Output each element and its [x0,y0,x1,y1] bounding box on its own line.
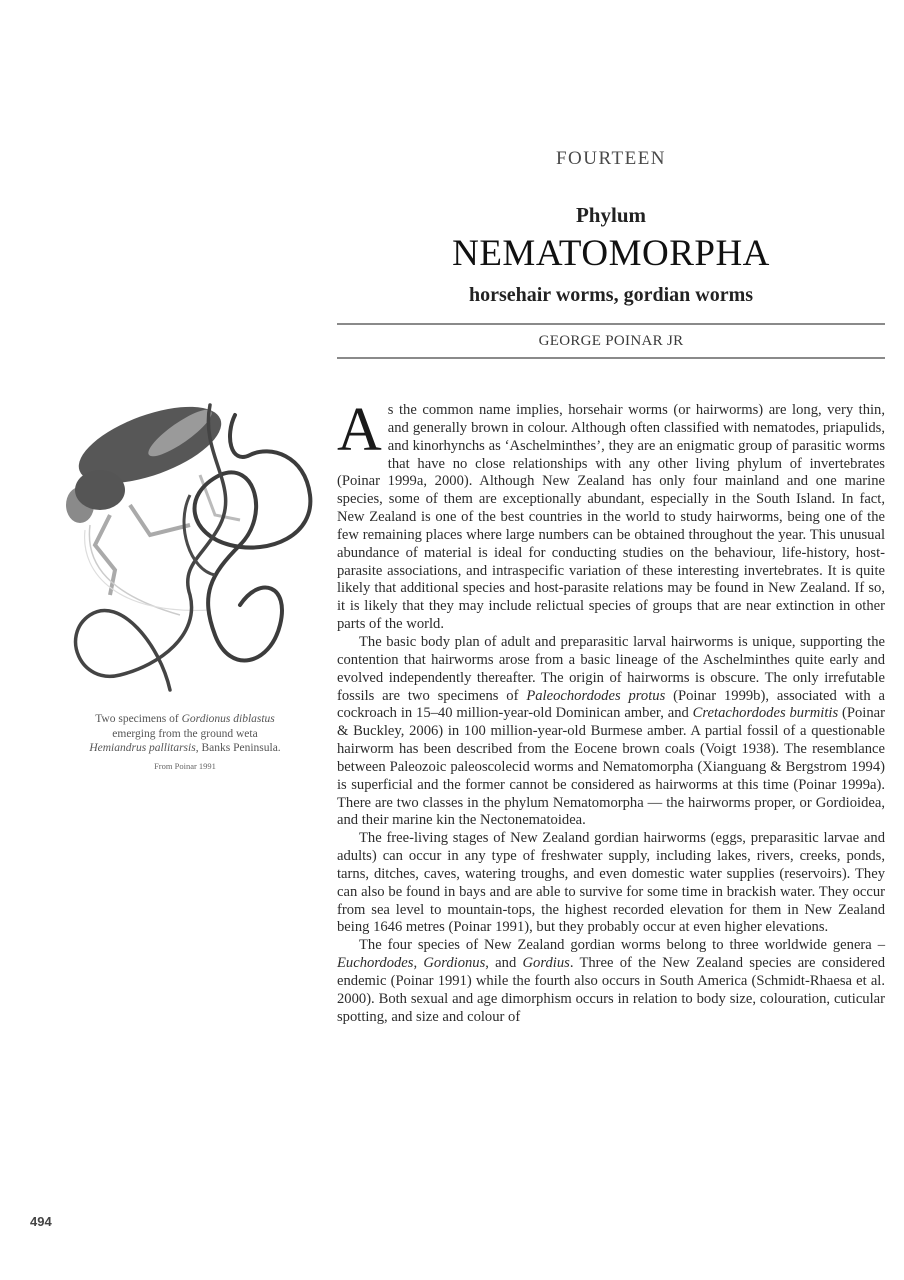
phylum-label: Phylum [575,203,646,227]
caption-line-1: Two specimens of Gordionus diblastus [95,713,275,725]
divider-top [337,323,885,325]
body-text [337,396,885,1027]
figure-illustration [40,395,330,695]
paragraph-4: The four species of New Zealand gordian worms belong to three worldwide genera – Euchordodes, Gordionus, and Gordius. Three of the New Zealand species are considered endemic (Poinar 1991) while the fourth also occurs in South America (Schmidt-Rhaesa et al. 2000). Both sexual and age dimorphism occurs in relation to body size, colouration, cuticular spotting, and size and colour of [337,937,885,1025]
paragraph-1: As the common name implies, horsehair worms (or hairworms) are long, very thin, and generally brown in colour. Although often classified with nematodes, priapulids, and kinorhynchs as ‘Aschelminthes’, they are an enigmatic group of parasitic worms that have no close relationships with any other living phylum of invertebrates (Poinar 1999a, 2000). Although New Zealand has only four mainland and one marine species, some of them are exceptionally abundant, especially in the South Island. In fact, New Zealand is one of the best countries in the world to study hairworms, being one of the few remaining places where large numbers can be obtained throughout the year. This unusual abundance of material is ideal for conducting studies on the behaviour, life-history, host-parasite associations, and intraspecific variation of these interesting invertebrates. It is quite likely that additional species and host-parasite relations may be found in New Zealand. If so, it is likely that they may include relictual species of groups that are near extinction in other parts of the world. [337,396,885,633]
species-name: Gordionus diblastus [181,713,275,725]
caption-line-2: emerging from the ground weta [112,727,258,740]
figure-credit: From Poinar 1991 [154,760,216,771]
author-name: GEORGE POINAR JR [538,333,684,349]
paragraph-3: The free-living stages of New Zealand gordian hairworms (eggs, preparasitic larvae and adults) can occur in any type of freshwater supply, including lakes, rivers, creeks, ponds, tarns, ditches, caves, watering troughs, and even domestic water supplies (reservoirs). They can also be found in bays and are able to survive for some time in brackish water. They occur from sea level to mountain-tops, the highest recorded elevation for them in New Zealand being 1646 metres (Poinar 1991), but they probably occur at even higher elevations. [337,830,885,936]
chapter-number: FOURTEEN [555,148,667,169]
host-species-name: Hemiandrus pallitarsis [89,742,196,755]
figure-caption [50,712,320,773]
insect-with-hairworms-illustration [40,395,330,695]
caption-line-3: Hemiandrus pallitarsis, Banks Peninsula. [89,742,281,755]
page-number: 494 [30,1214,52,1229]
divider-bottom [337,357,885,359]
paragraph-2: The basic body plan of adult and preparasitic larval hairworms is unique, supporting the contention that hairworms arose from a basic lineage of the Aschelminthes quite early and evolved independently thereafter. The origin of hairworms is obscure. The only irrefutable fossils are two specimens of Paleochordodes protus (Poinar 1999b), associated with a cockroach in 15–40 million-year-old Dominican amber, and Cretachordodes burmitis (Poinar & Buckley, 2006) in 100 million-year-old Burmese amber. A partial fossil of a questionable hairworm has been described from the Eocene brown coals (Voigt 1938). The resemblance between Paleozoic paleoscolecid worms and Nematomorpha (Xianguang & Bergstrom 1994) is superficial and the former cannot be considered as hairworms at this time (Poinar 1999a). There are two classes in the phylum Nematomorpha — the hairworms proper, or Gordioidea, and their marine kin the Nectonematoidea. [337,633,885,829]
page-title: NEMATOMORPHA [452,233,770,274]
drop-cap: A [337,396,382,464]
subtitle: horsehair worms, gordian worms [468,284,754,306]
